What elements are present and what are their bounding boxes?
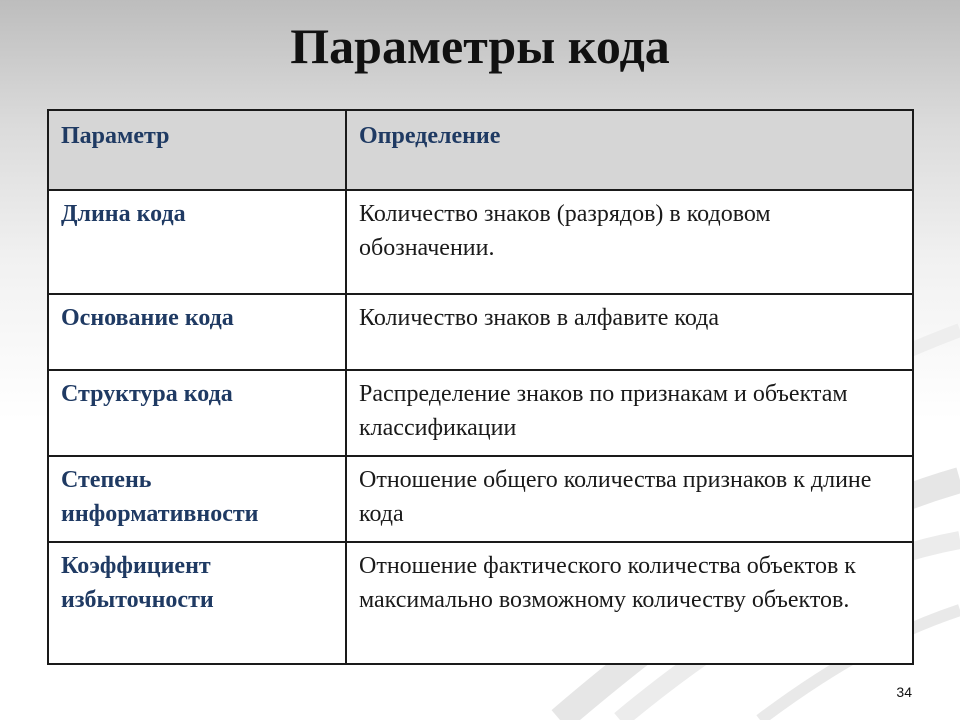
slide-title: Параметры кода <box>290 18 670 74</box>
param-cell: Коэффициент избыточности <box>48 542 346 664</box>
parameters-table <box>47 109 914 665</box>
table-row <box>48 370 913 456</box>
table-row <box>48 190 913 294</box>
definition-cell: Отношение фактического количества объектов к максимально возможному количеству объектов. <box>346 542 913 664</box>
page-number: 34 <box>896 684 912 700</box>
param-cell: Длина кода <box>48 190 346 294</box>
definition-cell: Отношение общего количества признаков к длине кода <box>346 456 913 542</box>
table-header-row <box>48 110 913 190</box>
param-cell: Основание кода <box>48 294 346 370</box>
table-row <box>48 542 913 664</box>
definition-cell: Распределение знаков по признакам и объектам классификации <box>346 370 913 456</box>
param-cell: Структура кода <box>48 370 346 456</box>
definition-cell: Количество знаков в алфавите кода <box>346 294 913 370</box>
header-param-cell: Параметр <box>48 110 346 190</box>
header-definition-cell: Определение <box>346 110 913 190</box>
table-row <box>48 294 913 370</box>
param-cell: Степень информативности <box>48 456 346 542</box>
definition-cell: Количество знаков (разрядов) в кодовом обозначении. <box>346 190 913 294</box>
table-row <box>48 456 913 542</box>
